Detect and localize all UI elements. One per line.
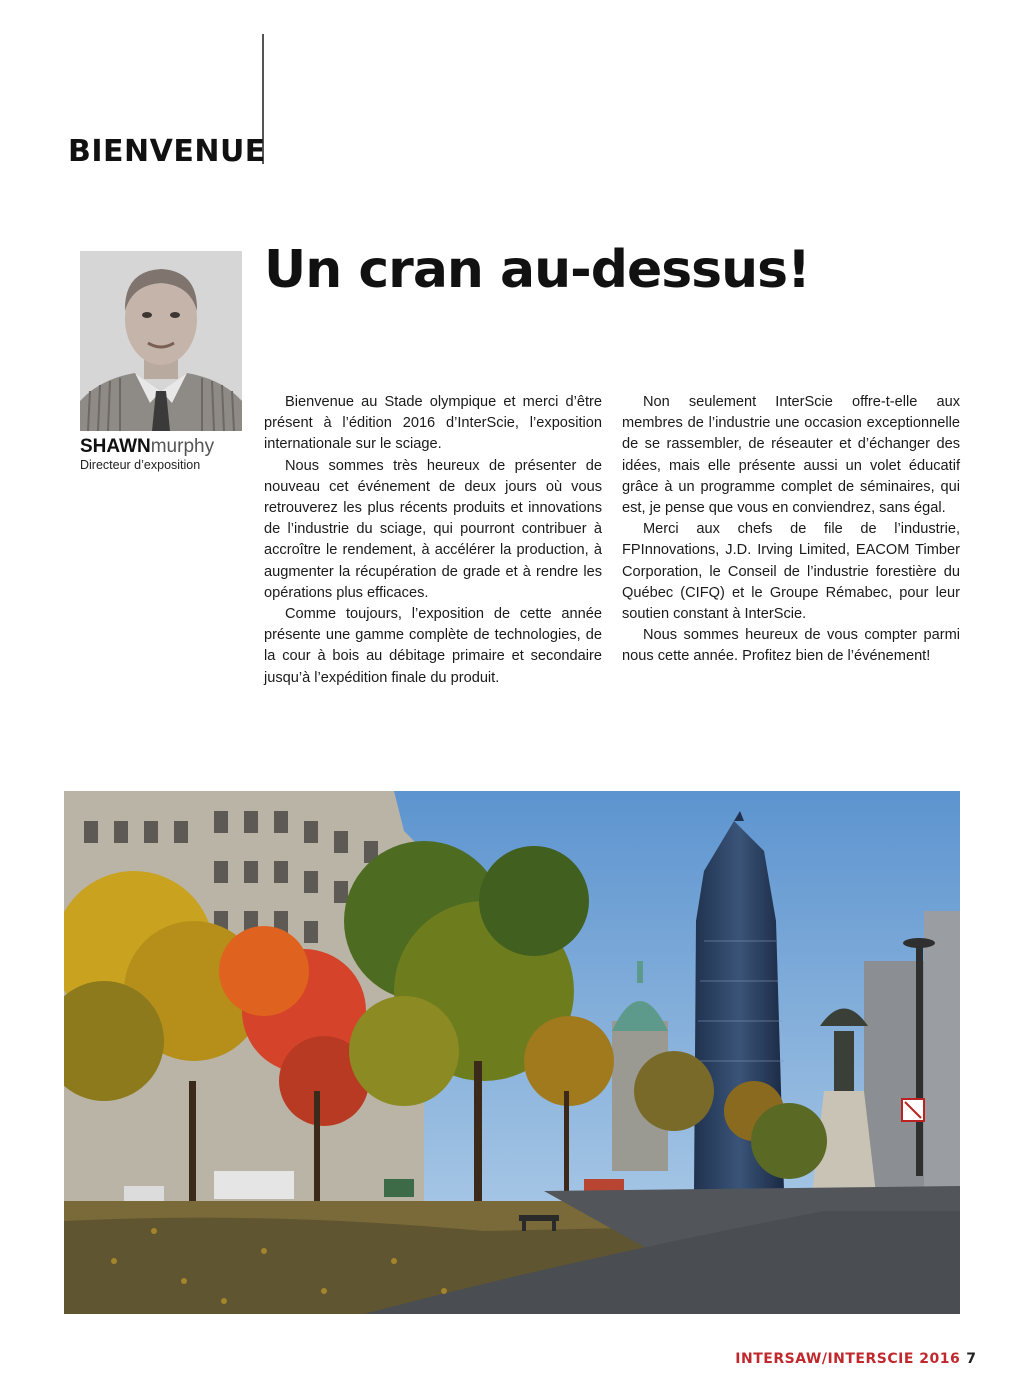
article-column-right <box>622 392 960 668</box>
paragraph: Nous sommes très heureux de présenter de nouveau cet événement de deux jours où vous retrouverez les plus récents produits et innovations de l’industrie du sciage, qui pourront contribuer à accroître le rendement, à accélérer la production, à augmenter la récupération de grade et à rendre les opérations plus efficaces. <box>264 457 602 601</box>
city-park-photo <box>64 791 960 1314</box>
author-first-name: SHAWN <box>80 436 151 457</box>
page-number: 7 <box>966 1351 976 1367</box>
page-footer <box>735 1350 976 1367</box>
section-label: BIENVENUE <box>68 134 266 169</box>
article-column-left <box>264 392 602 689</box>
paragraph: Non seulement InterScie offre-t-elle aux membres de l’industrie une occasion exceptionnelle de se rassembler, de réseauter et d’échanger des idées, mais elle présente aussi un volet éducatif grâce à un programme complet de séminaires, qui est, je pense que vous en conviendrez, sans égal. <box>622 394 960 517</box>
author-role: Directeur d’exposition <box>80 458 201 472</box>
publication-name: INTERSAW/INTERSCIE 2016 <box>735 1351 961 1367</box>
author-name <box>80 436 260 458</box>
paragraph: Bienvenue au Stade olympique et merci d’être présent à l’édition 2016 d’InterScie, l’exposition internationale sur le sciage. <box>264 394 602 453</box>
page-title: Un cran au-dessus! <box>264 240 810 300</box>
paragraph: Comme toujours, l’exposition de cette année présente une gamme complète de technologies, de la cour à bois au débitage primaire et secondaire jusqu’à l’expédition finale du produit. <box>264 606 602 686</box>
author-byline <box>80 436 260 472</box>
author-portrait <box>80 251 242 431</box>
paragraph: Merci aux chefs de file de l’industrie, FPInnovations, J.D. Irving Limited, EACOM Timber Corporation, le Conseil de l’industrie forestière du Québec (CIFQ) et le Groupe Rémabec, pour leur soutien constant à InterScie. <box>622 521 960 623</box>
author-last-name: murphy <box>150 436 215 457</box>
paragraph: Nous sommes heureux de vous compter parmi nous cette année. Profitez bien de l’événement! <box>622 627 960 665</box>
